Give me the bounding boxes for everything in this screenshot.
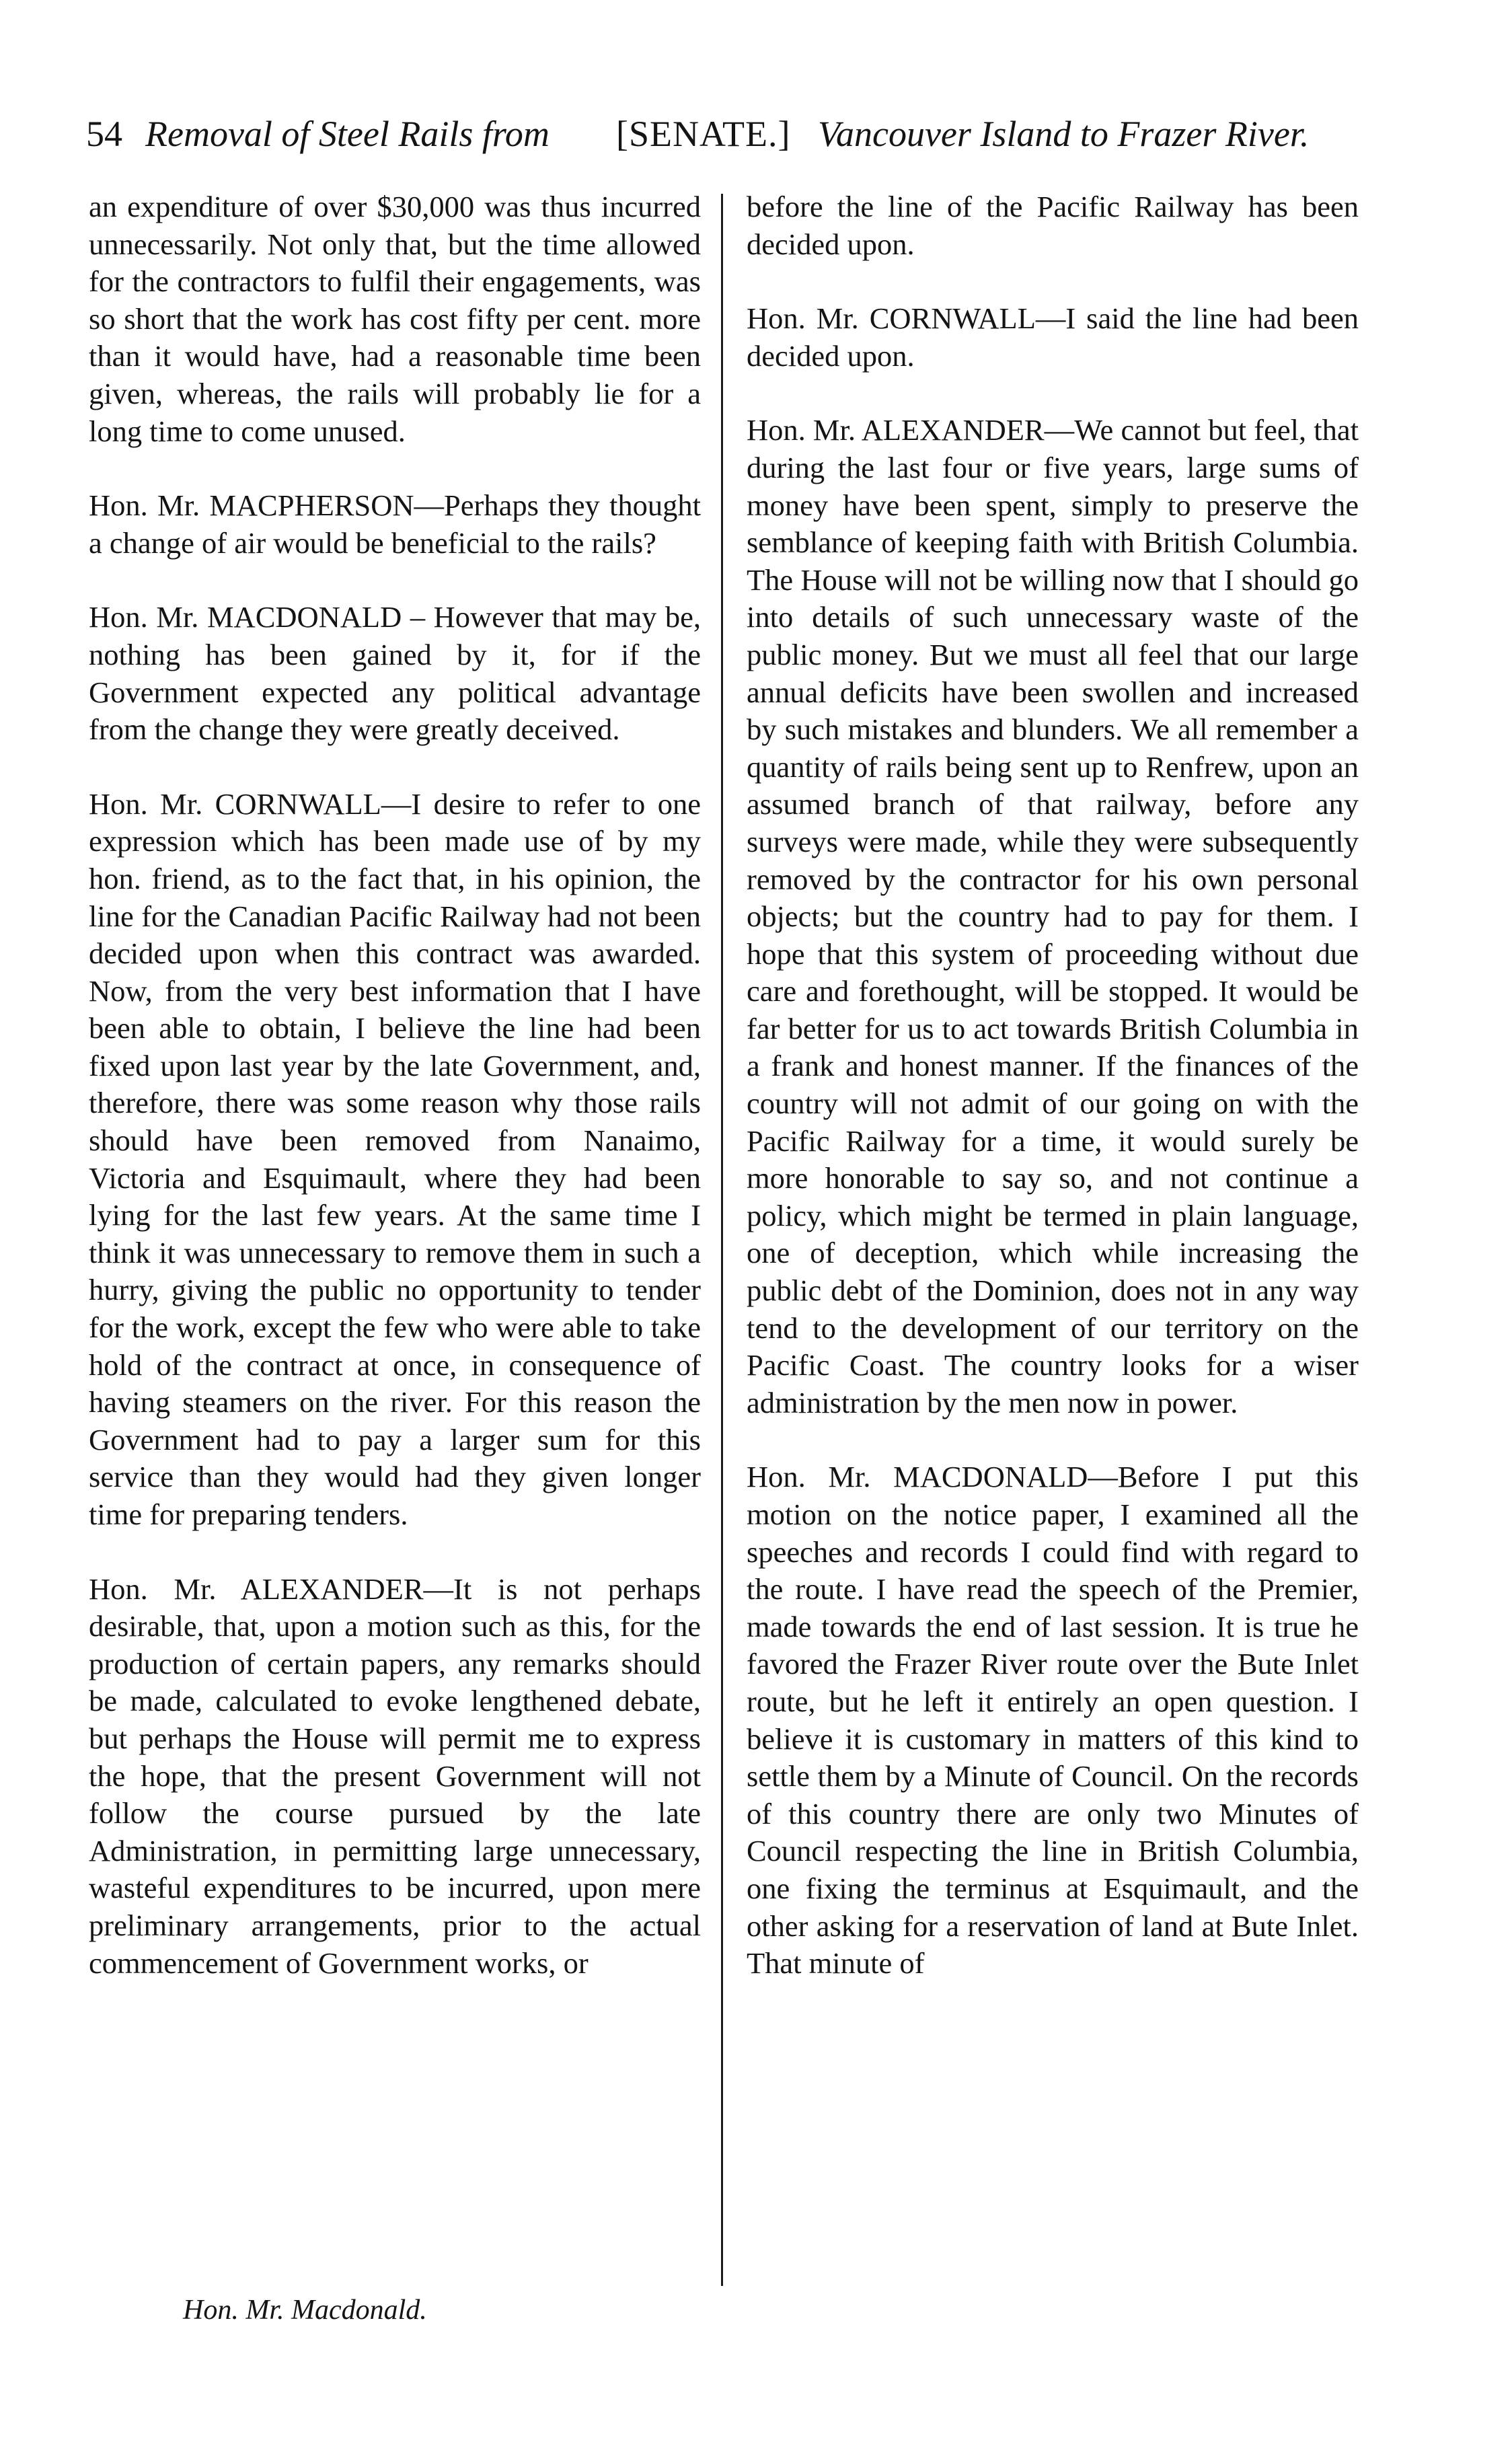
header-right-title: Vancouver Island to Frazer River. — [818, 114, 1310, 154]
paragraph: an expenditure of over $30,000 was thus incurred unnecessarily. Not only that, but the time allowed for the contractors to fulfil their engagements, was so short that the work has cost fifty per cent. more than it would have, had a reasonable time been given, whereas, the rails will probably lie for a long time to come unused. — [89, 190, 701, 448]
right-column — [747, 188, 1359, 1983]
header-left-title: Removal of Steel Rails from — [145, 114, 550, 154]
paragraph: Hon. Mr. MACPHERSON—Perhaps they thought a change of air would be beneficial to the rails? — [89, 488, 701, 560]
paragraph: Hon. Mr. ALEXANDER—We cannot but feel, that during the last four or five years, large sums of money have been spent, simply to preserve the semblance of keeping faith with British Columbia. The House will not be willing now that I should go into details of such unnecessary waste of the public money. But we must all feel that our large annual deficits have been swollen and increased by such mistakes and blunders. We all remember a quantity of rails being sent up to Renfrew, upon an assumed branch of that railway, before any surveys were made, while they were subsequently removed by the contractor for his own personal objects; but the country had to pay for them. I hope that this system of proceeding without due care and forethought, will be stopped. It would be far better for us to act towards British Columbia in a frank and honest manner. If the finances of the country will not admit of our going on with the Pacific Railway for a time, it would surely be more honorable to say so, and not continue a policy, which might be termed in plain language, one of deception, which while increasing the public debt of the Dominion, does not in any way tend to the development of our territory on the Pacific Coast. The country looks for a wiser administration by the men now in power. — [747, 413, 1359, 1419]
header-senate-label: [SENATE.] — [616, 114, 791, 154]
left-column — [89, 188, 701, 1982]
page-number: 54 — [86, 114, 122, 154]
footer-signature: Hon. Mr. Macdonald. — [183, 2295, 427, 2326]
paragraph: Hon. Mr. CORNWALL—I said the line had been decided upon. — [747, 301, 1359, 373]
paragraph: Hon. Mr. MACDONALD – However that may be, nothing has been gained by it, for if the Government expected any political advantage from the change they were greatly deceived. — [89, 600, 701, 747]
paragraph: before the line of the Pacific Railway has been decided upon. — [747, 190, 1359, 261]
paragraph: Hon. Mr. MACDONALD—Before I put this motion on the notice paper, I examined all the speeches and records I could find with regard to the route. I have read the speech of the Premier, made towards the end of last session. It is true he favored the Frazer River route over the Bute Inlet route, but he left it entirely an open question. I believe it is customary in matters of this kind to settle them by a Minute of Council. On the records of this country there are only two Minutes of Council respecting the line in British Columbia, one fixing the terminus at Esquimault, and the other asking for a reservation of land at Bute Inlet. That minute of — [747, 1460, 1359, 1981]
running-header — [86, 113, 1337, 174]
paragraph: Hon. Mr. CORNWALL—I desire to refer to one expression which has been made use of by my hon. friend, as to the fact that, in his opinion, the line for the Canadian Pacific Railway had not been decided upon when this contract was awarded. Now, from the very best information that I have been able to obtain, I believe the line had been fixed upon last year by the late Government, and, therefore, there was some reason why those rails should have been removed from Nanaimo, Victoria and Esquimault, where they had been lying for the last few years. At the same time I think it was unnecessary to remove them in such a hurry, giving the public no opportunity to tender for the work, except the few who were able to take hold of the contract at once, in consequence of having steamers on the river. For this reason the Government had to pay a larger sum for this service than they would had they given longer time for preparing tenders. — [89, 786, 701, 1531]
paragraph: Hon. Mr. ALEXANDER—It is not perhaps desirable, that, upon a motion such as this, for the production of certain papers, any remarks should be made, calculated to evoke lengthened debate, but perhaps the House will permit me to express the hope, that the present Government will not follow the course pursued by the late Administration, in permitting large unnecessary, wasteful expenditures to be incurred, upon mere preliminary arrangements, prior to the actual commencement of Government works, or — [89, 1571, 701, 1980]
column-divider — [721, 194, 723, 2286]
